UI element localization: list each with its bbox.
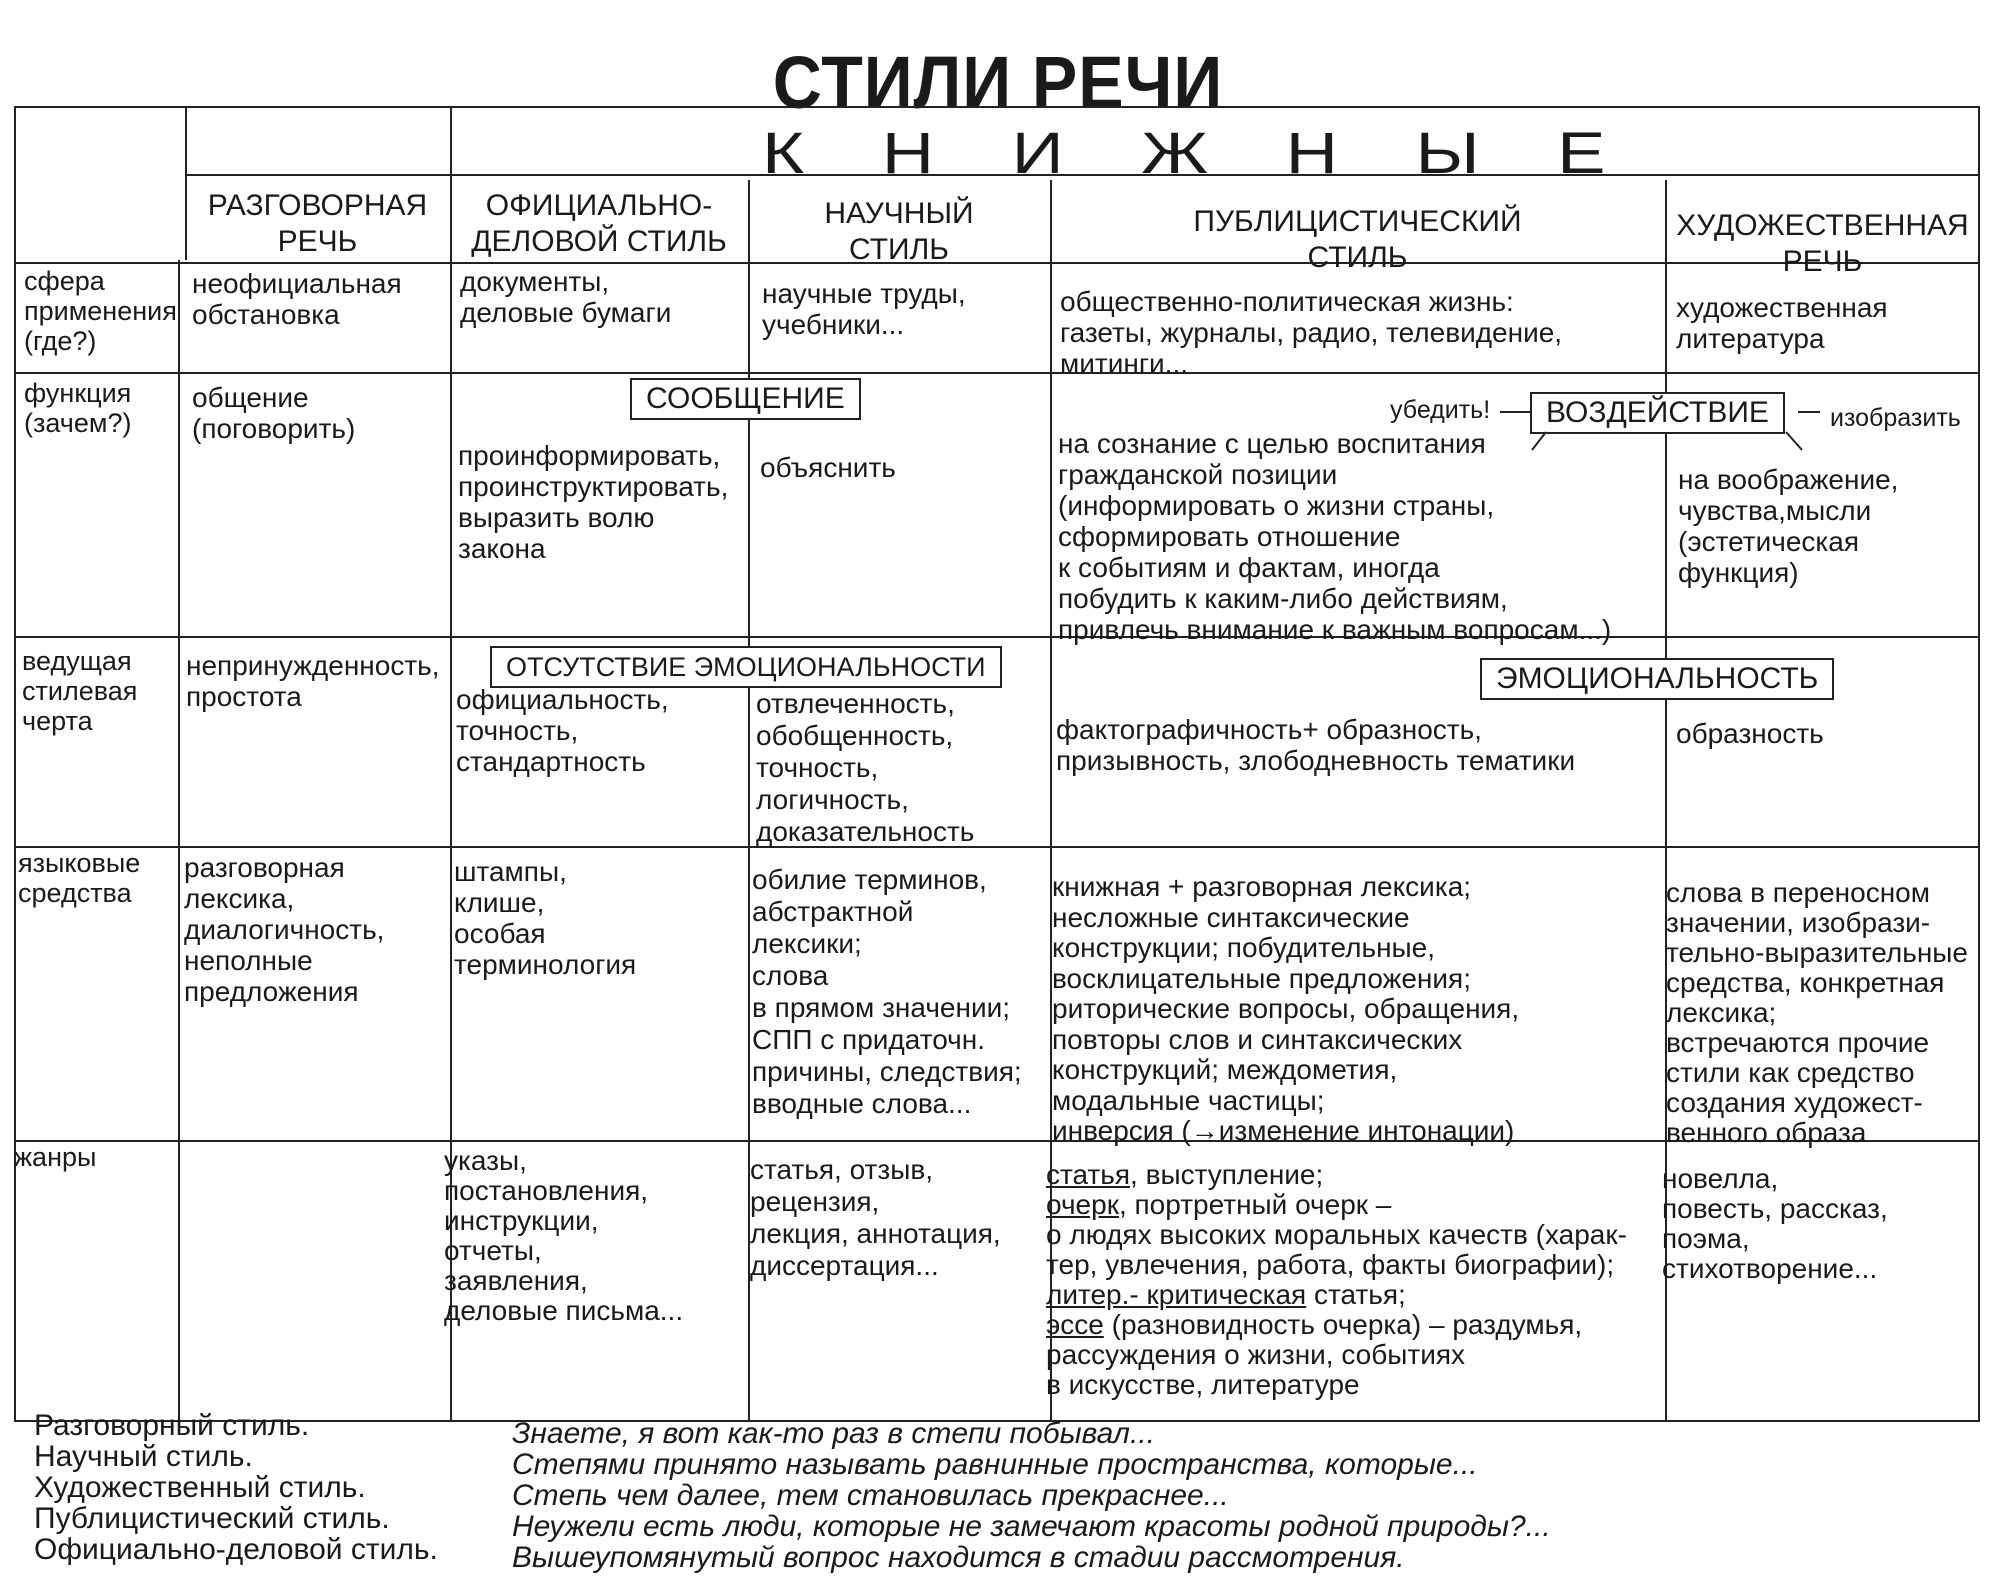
ubedit-note: убедить! — [1390, 396, 1491, 424]
cell-sfera-razg: неофициальная обстановка — [192, 268, 402, 330]
header-nauchny: НАУЧНЫЙ СТИЛЬ — [824, 197, 974, 266]
cell-sredstva-nauch: обилие терминов, абстрактной лексики; слова в прямом значении; СПП с придаточн. причины, следствия; вводные слова... — [752, 864, 1022, 1119]
row-label-funkciya: функция (зачем?) — [24, 378, 132, 438]
connector-line — [1500, 411, 1530, 413]
cell-cherta-nauch: отвлеченность, обобщенность, точность, логичность, доказательность — [756, 688, 975, 847]
style-names-list: Разговорный стиль. Научный стиль. Художественный стиль. Публицистический стиль. Официально-деловой стиль. — [34, 1409, 438, 1566]
cell-cherta-publ: фактографичность+ образность, призывность, злободневность тематики — [1056, 714, 1576, 776]
cell-sredstva-hud: слова в переносном значении, изобрази- тельно-выразительные средства, конкретная лексика; встречаются прочие стили как средство создания художест- венного образа — [1666, 877, 1968, 1148]
row-label-sfera: сфера применения (где?) — [24, 266, 177, 356]
izobrazit-note: изобразить — [1830, 404, 1961, 432]
header-publicisticheskiy: ПУБЛИЦИСТИЧЕСКИЙ СТИЛЬ — [1193, 205, 1522, 274]
book-styles-group-label: КНИЖНЫЕ — [761, 121, 1684, 186]
cell-zhanry-nauch: статья, отзыв, рецензия, лекция, аннотация, диссертация... — [750, 1154, 1001, 1281]
row-label-cherta: ведущая стилевая черта — [22, 646, 138, 736]
header-oficialno-delovoy: ОФИЦИАЛЬНО- ДЕЛОВОЙ СТИЛЬ — [471, 189, 727, 258]
cell-sfera-ofic: документы, деловые бумаги — [460, 266, 672, 328]
col-divider — [178, 260, 180, 1422]
cell-func-nauch: объяснить — [760, 452, 896, 483]
row-divider — [14, 636, 1980, 638]
header-razgovornaya: РАЗГОВОРНАЯ РЕЧЬ — [207, 189, 428, 258]
cell-zhanry-publ: статья, выступление; очерк, портретный очерк – о людях высоких моральных качеств (харак- тер, увлечения, работа, факты биографии); литер.- критическая статья; эссе (разновидность очерка) – раздумья, рассуждения о жизни, событиях в искусстве, литературе — [1046, 1159, 1627, 1400]
cell-sfera-nauch: научные труды, учебники... — [762, 278, 966, 340]
cell-func-publ: на сознание с целью воспитания гражданской позиции (информировать о жизни страны, сформировать отношение к событиям и фактам, иногда побудить к каким-либо действиям, привлечь внимание к важным вопросам...) — [1058, 428, 1612, 645]
row-label-sredstva: языковые средства — [18, 848, 141, 908]
cell-cherta-hud: образность — [1676, 718, 1824, 749]
cell-zhanry-ofic: указы, постановления, инструкции, отчеты, заявления, деловые письма... — [444, 1145, 684, 1326]
cell-func-hud: на воображение, чувства,мысли (эстетическая функция) — [1678, 464, 1899, 588]
header-hudozhestvennaya: ХУДОЖЕСТВЕННАЯ РЕЧЬ — [1676, 209, 1969, 278]
row-divider — [14, 846, 1980, 848]
cell-sredstva-ofic: штампы, клише, особая терминология — [454, 856, 637, 980]
soobshchenie-label: СООБЩЕНИЕ — [630, 378, 861, 420]
cell-sfera-publ: общественно-политическая жизнь: газеты, журналы, радио, телевидение, митинги... — [1060, 286, 1563, 379]
cell-sredstva-razg: разговорная лексика, диалогичность, неполные предложения — [184, 852, 385, 1007]
cell-sredstva-publ: книжная + разговорная лексика; несложные синтаксические конструкции; побудительные, восклицательные предложения; риторические вопросы, обращения, повторы слов и синтаксических конструкций; междометия, модальные частицы; инверсия (→изменение интонации) — [1052, 871, 1520, 1146]
cell-sfera-hud: художественная литература — [1676, 292, 1888, 354]
connector-line — [1798, 411, 1820, 413]
cell-func-razg: общение (поговорить) — [192, 382, 356, 444]
row-label-zhanry: жанры — [14, 1142, 97, 1172]
example-sentences-list: Знаете, я вот как-то раз в степи побывал... Степями принято называть равнинные пространства, которые... Степь чем далее, тем становилась прекраснее... Неужели есть люди, которые не замечают красоты родной природы?... Вышеупомянутый вопрос находится в стадии рассмотрения. — [512, 1417, 1551, 1574]
cell-cherta-ofic: официальность, точность, стандартность — [456, 684, 669, 777]
cell-func-ofic: проинформировать, проинструктировать, выразить волю закона — [458, 440, 729, 564]
otsutstvie-emocionalnosti-label: ОТСУТСТВИЕ ЭМОЦИОНАЛЬНОСТИ — [490, 646, 1002, 688]
emocionalnost-label: ЭМОЦИОНАЛЬНОСТЬ — [1480, 658, 1834, 700]
cell-zhanry-hud: новелла, повесть, рассказ, поэма, стихотворение... — [1662, 1163, 1888, 1284]
cell-cherta-razg: непринужденность, простота — [186, 650, 440, 712]
vozdeystvie-label: ВОЗДЕЙСТВИЕ — [1530, 392, 1785, 434]
row-divider — [14, 372, 1980, 374]
page-title: СТИЛИ РЕЧИ — [772, 41, 1224, 124]
